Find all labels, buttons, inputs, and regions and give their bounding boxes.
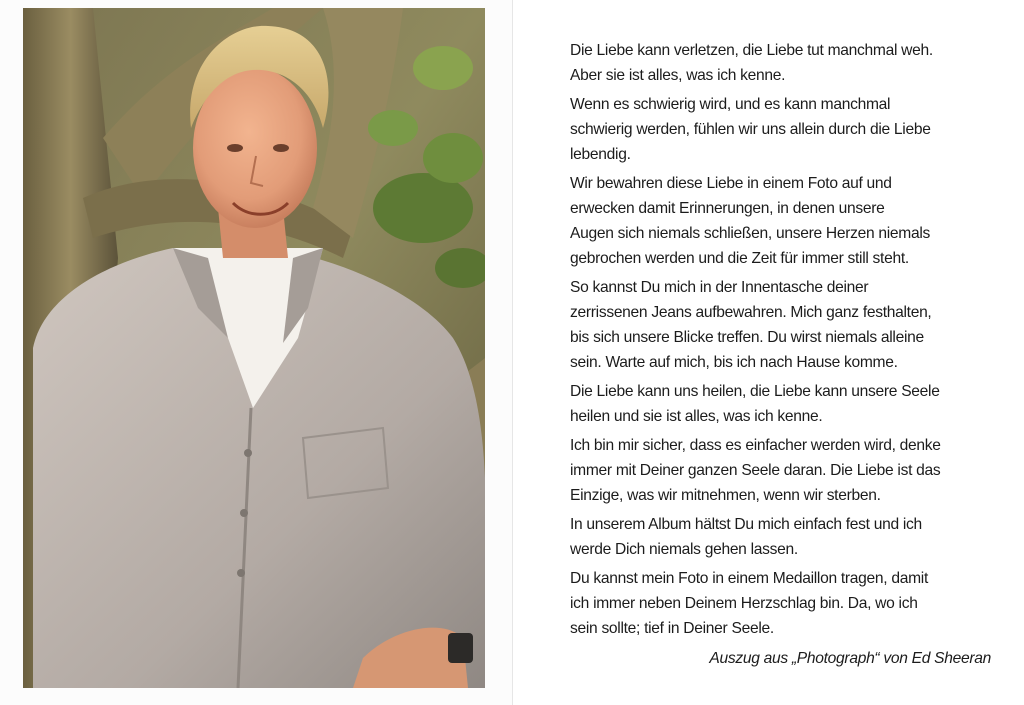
attribution: Auszug aus „Photograph“ von Ed Sheeran <box>709 650 991 667</box>
poem-stanza: Wenn es schwierig wird, und es kann manchmal schwierig werden, fühlen wir uns allein durch die Liebe lebendig. <box>570 96 931 163</box>
poem-stanza: In unserem Album hältst Du mich einfach fest und ich werde Dich niemals gehen lassen. <box>570 516 922 558</box>
poem-text <box>570 38 991 645</box>
poem-stanza: Die Liebe kann verletzen, die Liebe tut manchmal weh. Aber sie ist alles, was ich kenne. <box>570 42 933 84</box>
portrait-photo <box>23 8 485 688</box>
poem-stanza: Wir bewahren diese Liebe in einem Foto auf und erwecken damit Erinnerungen, in denen unsere Augen sich niemals schließen, unsere Herzen niemals gebrochen werden und die Zeit für immer still steht. <box>570 175 931 267</box>
poem-stanza: Ich bin mir sicher, dass es einfacher werden wird, denke immer mit Deiner ganzen Seele daran. Die Liebe ist das Einzige, was wir mitnehmen, wenn wir sterben. <box>570 437 941 504</box>
right-card-panel <box>513 0 1024 705</box>
poem-stanza: Du kannst mein Foto in einem Medaillon tragen, damit ich immer neben Deinem Herzschlag bin. Da, wo ich sein sollte; tief in Deiner Seele. <box>570 570 928 637</box>
poem-stanza: So kannst Du mich in der Innentasche deiner zerrissenen Jeans aufbewahren. Mich ganz festhalten, bis sich unsere Blicke treffen. Du wirst niemals alleine sein. Warte auf mich, bis ich nach Hause komme. <box>570 279 932 371</box>
poem-stanza: Die Liebe kann uns heilen, die Liebe kann unsere Seele heilen und sie ist alles, was ich kenne. <box>570 383 940 425</box>
